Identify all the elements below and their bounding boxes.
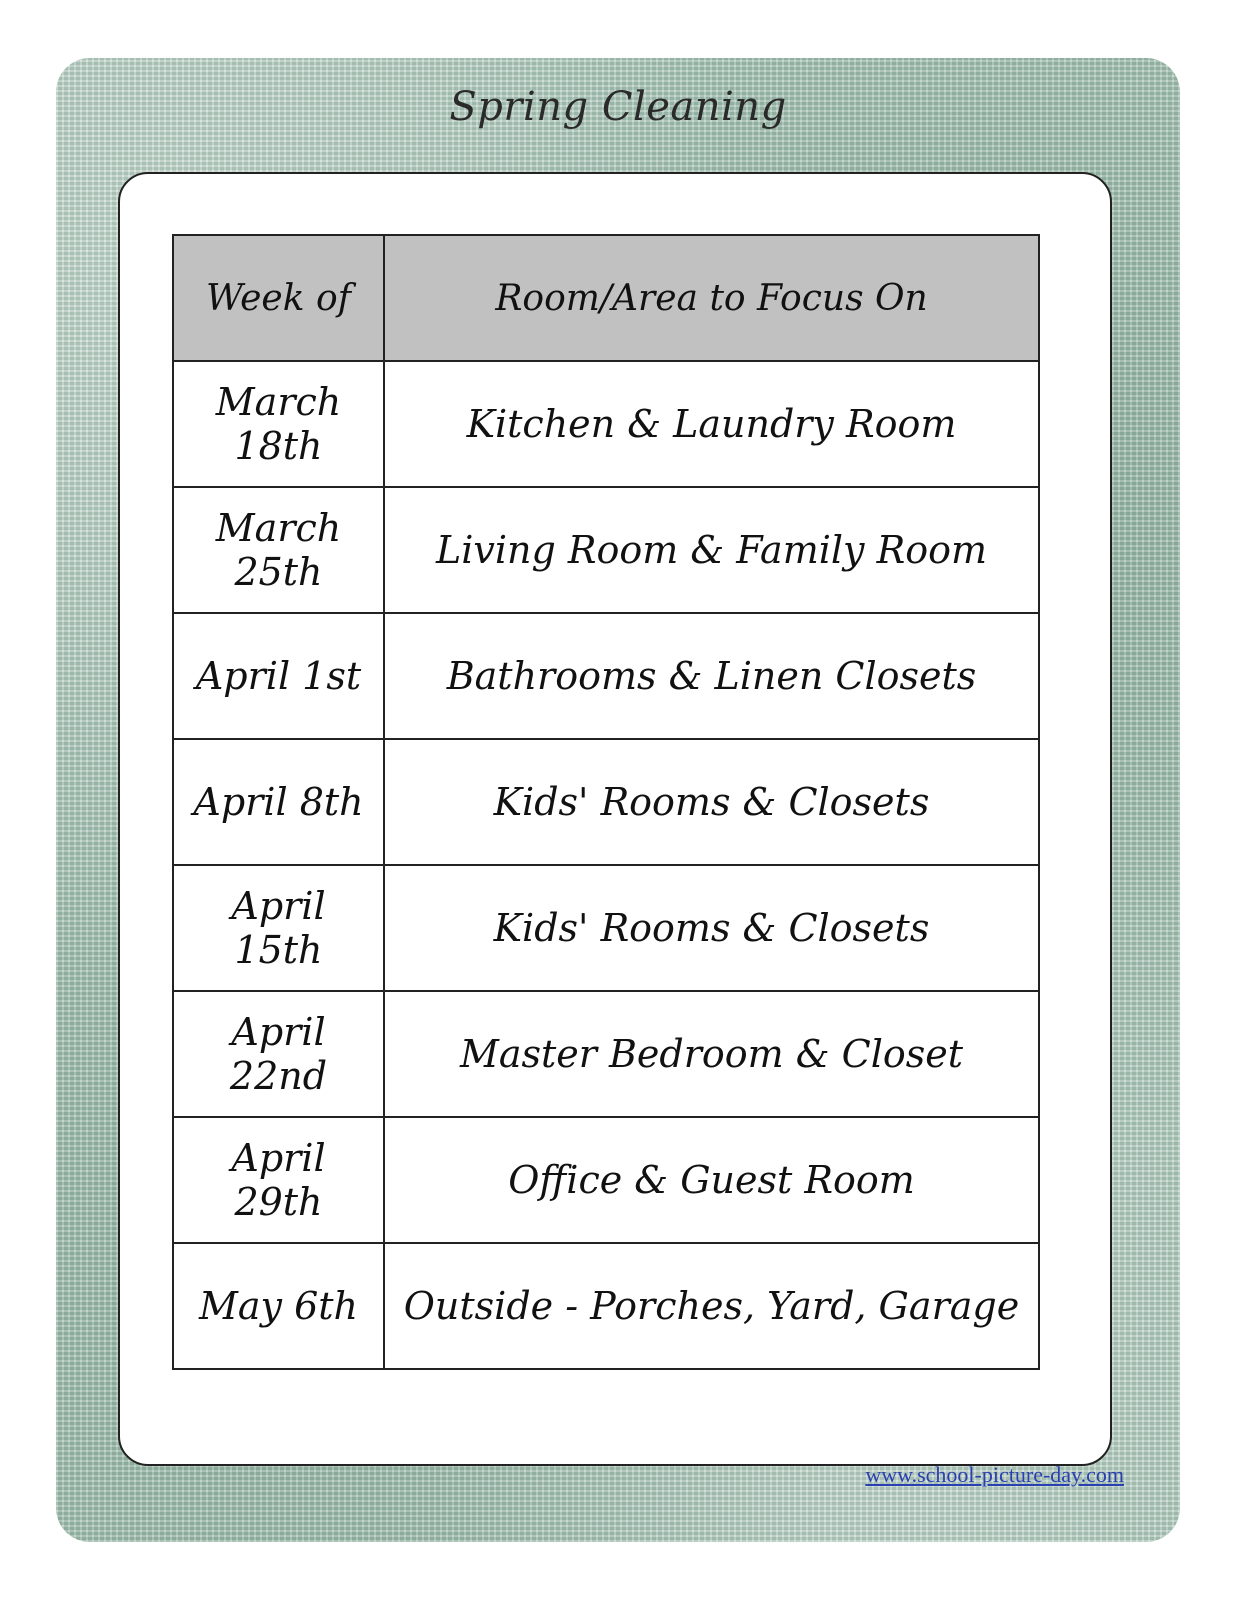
room-cell: Bathrooms & Linen Closets: [384, 613, 1039, 739]
week-cell: April 15th: [173, 865, 384, 991]
week-cell: April 1st: [173, 613, 384, 739]
room-cell: Kids' Rooms & Closets: [384, 739, 1039, 865]
table-header-row: [173, 235, 1039, 361]
week-cell: April 22nd: [173, 991, 384, 1117]
week-cell: March 18th: [173, 361, 384, 487]
table-row: [173, 865, 1039, 991]
table-row: [173, 613, 1039, 739]
room-cell: Office & Guest Room: [384, 1117, 1039, 1243]
table-row: [173, 1117, 1039, 1243]
week-cell: April 8th: [173, 739, 384, 865]
room-cell: Outside - Porches, Yard, Garage: [384, 1243, 1039, 1369]
week-cell: March 25th: [173, 487, 384, 613]
week-cell: April 29th: [173, 1117, 384, 1243]
table-row: [173, 739, 1039, 865]
table-row: [173, 1243, 1039, 1369]
website-link[interactable]: www.school-picture-day.com: [865, 1462, 1124, 1487]
room-cell: Kids' Rooms & Closets: [384, 865, 1039, 991]
week-cell: May 6th: [173, 1243, 384, 1369]
table-row: [173, 487, 1039, 613]
room-cell: Master Bedroom & Closet: [384, 991, 1039, 1117]
page-title: Spring Cleaning: [449, 84, 787, 130]
table-row: [173, 361, 1039, 487]
header-week-of: Week of: [173, 235, 384, 361]
cleaning-schedule-table: [172, 234, 1040, 1370]
room-cell: Kitchen & Laundry Room: [384, 361, 1039, 487]
header-room-area: Room/Area to Focus On: [384, 235, 1039, 361]
table-row: [173, 991, 1039, 1117]
room-cell: Living Room & Family Room: [384, 487, 1039, 613]
